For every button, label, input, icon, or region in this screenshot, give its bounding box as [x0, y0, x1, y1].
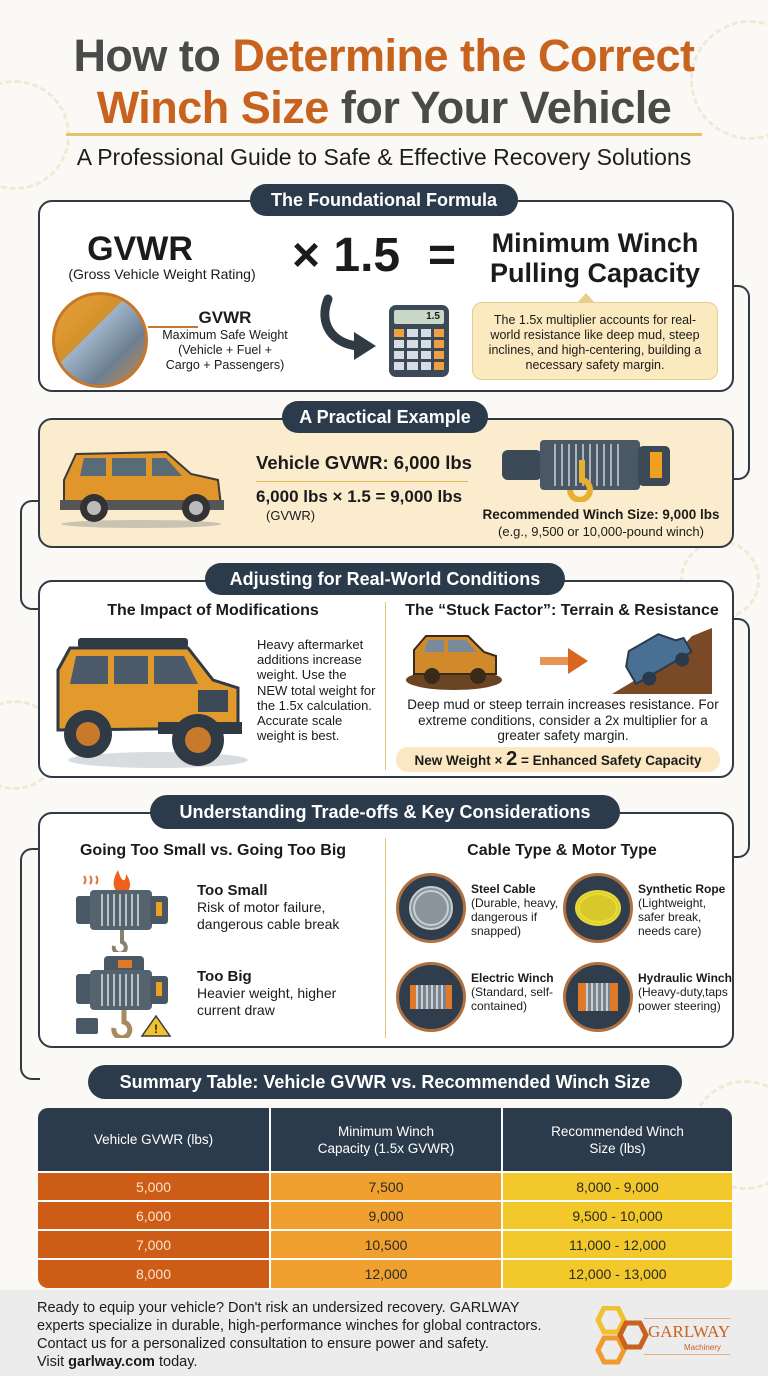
page-subtitle: A Professional Guide to Safe & Effective Recovery Solutions: [76, 144, 692, 170]
synthetic-rope-icon: [563, 873, 633, 943]
stuck-text: Deep mud or steep terrain increases resistance. For extreme conditions, consider a 2x multiplier for a greater safety margin.: [407, 697, 719, 743]
type-electric-winch: Electric Winch (Standard, self-contained): [471, 971, 554, 1013]
section-title-conditions: Adjusting for Real-World Conditions: [205, 563, 565, 595]
section-title-example: A Practical Example: [282, 401, 488, 433]
page-title: How to Determine the Correct Winch Size for Your Vehicle: [73, 30, 695, 133]
section-title-formula: The Foundational Formula: [250, 184, 518, 216]
formula-result: Minimum Winch Pulling Capacity: [489, 228, 701, 288]
svg-text:!: !: [154, 1022, 158, 1036]
column-header: Recommended Winch Size (lbs): [502, 1108, 732, 1172]
table-row: 8,000 12,000 12,000 - 13,000: [38, 1259, 732, 1288]
hydraulic-winch-icon: [563, 962, 633, 1032]
stuck-title: The “Stuck Factor”: Terrain & Resistance: [405, 602, 719, 619]
note-pointer: [577, 293, 595, 303]
footer-cta: Ready to equip your vehicle? Don't risk an undersized recovery. GARLWAY experts specialize in durable, high-performance winches for global contractors. Contact us for a personalized consultation to ensure power and safety. Visit garlway.com today.: [0, 1290, 768, 1376]
oversized-winch-icon: [74, 956, 174, 1038]
conditions-divider: [385, 602, 386, 770]
winch-image: [500, 430, 680, 502]
size-title: Going Too Small vs. Going Too Big: [79, 842, 347, 859]
too-big-item: Too Big Heavier weight, higher current draw: [197, 968, 337, 1018]
table-row: 6,000 9,000 9,500 - 10,000: [38, 1201, 732, 1230]
incline-car-image: [612, 628, 712, 694]
car-interior-image: [52, 292, 148, 388]
connector-line: [20, 848, 40, 1080]
enhanced-formula: New Weight × 2 = Enhanced Safety Capacity: [396, 747, 720, 772]
table-header-row: [38, 1108, 732, 1172]
column-header: Vehicle GVWR (lbs): [38, 1108, 270, 1172]
example-calc-note: (GVWR): [266, 508, 316, 523]
arrow-right-icon: [540, 648, 590, 674]
column-header: Minimum Winch Capacity (1.5x GVWR): [270, 1108, 502, 1172]
title-divider: [66, 133, 702, 136]
overheating-winch-icon: [74, 866, 174, 952]
multiplier-note: The 1.5x multiplier accounts for real-world resistance like deep mud, steep inclines, and high-centering, building a necessary safety margin.: [472, 302, 718, 380]
formula-gvwr-full: (Gross Vehicle Weight Rating): [68, 266, 256, 282]
hexagon-logo-icon: [584, 1306, 654, 1366]
section-title-tradeoffs: Understanding Trade-offs & Key Considerations: [150, 795, 620, 829]
calculator-icon: 1.5: [389, 305, 449, 377]
garlway-logo: GARLWAY Machinery: [584, 1306, 734, 1366]
mods-title: The Impact of Modifications: [107, 602, 319, 619]
modified-jeep-image: [48, 630, 248, 770]
formula-gvwr: GVWR: [87, 230, 193, 268]
types-title: Cable Type & Motor Type: [467, 842, 657, 859]
connector-line: [20, 500, 40, 610]
type-steel-cable: Steel Cable (Durable, heavy, dangerous if snapped): [471, 882, 559, 938]
section-title-summary: Summary Table: Vehicle GVWR vs. Recommended Winch Size: [88, 1065, 682, 1099]
example-divider: [256, 481, 468, 482]
tradeoffs-divider: [385, 838, 386, 1038]
electric-winch-icon: [396, 962, 466, 1032]
suv-image: [56, 440, 226, 530]
curved-arrow-icon: [318, 294, 378, 364]
example-recommended-note: (e.g., 9,500 or 10,000-pound winch): [498, 524, 704, 539]
too-small-item: Too Small Risk of motor failure, dangerous cable break: [197, 882, 340, 932]
steel-cable-icon: [396, 873, 466, 943]
example-recommended: Recommended Winch Size: 9,000 lbs: [482, 507, 720, 522]
type-hydraulic-winch: Hydraulic Winch (Heavy-duty,taps power steering): [638, 971, 732, 1013]
website-link[interactable]: garlway.com: [68, 1354, 155, 1370]
mods-text: Heavy aftermarket additions increase weight. Use the NEW total weight for the 1.5x calculation. Accurate scale weight is best.: [257, 637, 376, 744]
example-vehicle-gvwr: Vehicle GVWR: 6,000 lbs: [256, 452, 472, 473]
formula-equals: =: [428, 229, 457, 282]
type-synthetic-rope: Synthetic Rope (Lightweight, safer break, needs care): [638, 882, 726, 938]
summary-table: [38, 1108, 732, 1288]
mud-car-image: [404, 632, 504, 692]
table-row: 5,000 7,500 8,000 - 9,000: [38, 1172, 732, 1201]
table-row: 7,000 10,500 11,000 - 12,000: [38, 1230, 732, 1259]
formula-multiplier: × 1.5: [292, 229, 401, 282]
gvwr-definition: GVWR Maximum Safe Weight (Vehicle + Fuel + Cargo + Passengers): [162, 308, 288, 372]
example-calculation: 6,000 lbs × 1.5 = 9,000 lbs: [256, 487, 463, 506]
